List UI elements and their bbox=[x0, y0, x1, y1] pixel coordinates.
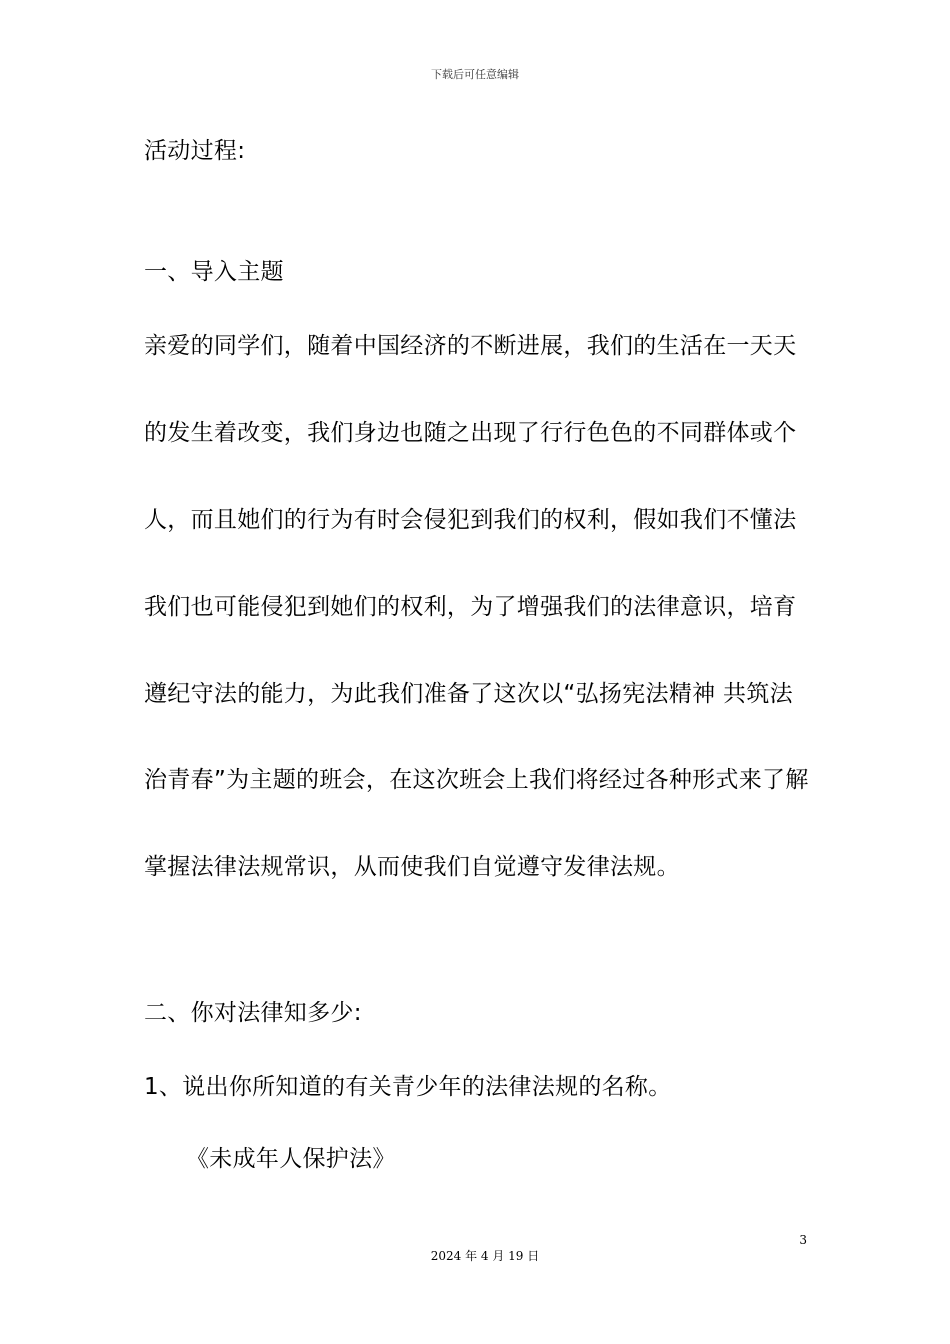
paragraph-line: 遵纪守法的能力，为此我们准备了这次以“弘扬宪法精神 共筑法 bbox=[144, 681, 793, 707]
page-number: 3 bbox=[799, 1233, 807, 1247]
section-heading-activity-process: 活动过程: bbox=[144, 138, 246, 164]
section-heading-intro: 一、导入主题 bbox=[144, 259, 284, 285]
question-item: 1、说出你所知道的有关青少年的法律法规的名称。 bbox=[144, 1074, 672, 1100]
answer-item: 《未成年人保护法》 bbox=[186, 1146, 396, 1172]
paragraph-line: 治青春”为主题的班会，在这次班会上我们将经过各种形式来了解 bbox=[144, 767, 809, 793]
page-header: 下载后可任意编辑 bbox=[431, 68, 519, 81]
section-heading-law-quiz: 二、你对法律知多少: bbox=[144, 1000, 362, 1026]
paragraph-line: 人，而且她们的行为有时会侵犯到我们的权利，假如我们不懂法 bbox=[144, 507, 797, 533]
paragraph-line: 的发生着改变，我们身边也随之出现了行行色色的不同群体或个 bbox=[144, 420, 797, 446]
footer-date: 2024 年 4 月 19 日 bbox=[430, 1249, 540, 1263]
paragraph-line: 我们也可能侵犯到她们的权利，为了增强我们的法律意识，培育 bbox=[144, 594, 797, 620]
paragraph-line: 掌握法律法规常识，从而使我们自觉遵守发律法规。 bbox=[144, 854, 680, 880]
paragraph-line: 亲爱的同学们，随着中国经济的不断进展，我们的生活在一天天 bbox=[144, 333, 797, 359]
